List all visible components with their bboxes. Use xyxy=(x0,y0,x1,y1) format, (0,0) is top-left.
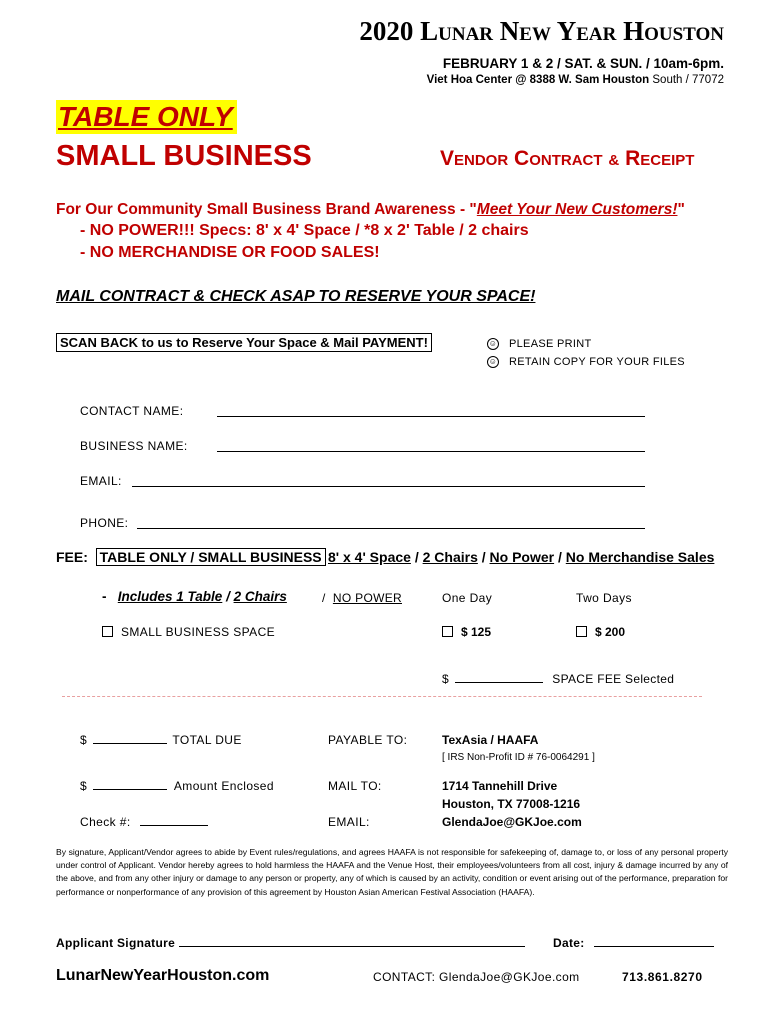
space-fee-field[interactable] xyxy=(455,682,543,683)
scan-back-box: SCAN BACK to us to Reserve Your Space & Mail PAYMENT! xyxy=(56,333,432,352)
space-fee-selected: $ SPACE FEE Selected xyxy=(442,672,675,686)
no-merch-bullet: - NO MERCHANDISE OR FOOD SALES! xyxy=(80,244,380,261)
payee-name: TexAsia / HAAFA xyxy=(442,733,539,747)
mail-to-label: MAIL TO: xyxy=(328,779,382,793)
email-field[interactable] xyxy=(132,486,645,487)
no-power-bullet: - NO POWER!!! Specs: 8' x 4' Space / *8 x 2' Table / 2 chairs xyxy=(80,222,529,239)
payment-email-label: EMAIL: xyxy=(328,815,370,829)
fee-label: FEE: TABLE ONLY / SMALL BUSINESS xyxy=(56,549,326,565)
smiley-icon: ☺ xyxy=(488,357,498,367)
one-day-header: One Day xyxy=(442,591,493,605)
checkbox-icon[interactable] xyxy=(442,626,453,637)
no-power-caps: / NO POWER xyxy=(322,591,402,605)
signature-date: Date: xyxy=(553,936,714,950)
total-due: $ TOTAL DUE xyxy=(80,733,242,747)
business-name-field[interactable] xyxy=(217,451,645,452)
legal-terms: By signature, Applicant/Vendor agrees to abide by Event rules/regulations, and agrees HAAFA is not responsible for safekeeping of, damage to, or loss of any personal property under control of Applicant. Vendor hereby agrees to hold harmless the HAAFA and the Venue Host, their employees/volunteers from all cost, injury & damage incurred by any of the above, and from any other injury or damage to any person or property, any of which is caused by an activity, condition or event arising out of the performance, preparation for performance or nonperformance of any provision of this agreement by Houston Asian American Festival Association (HAAFA). xyxy=(56,847,728,897)
fee-specs: 8' x 4' Space / 2 Chairs / No Power / No Merchandise Sales xyxy=(328,549,715,565)
business-name-label: BUSINESS NAME: xyxy=(80,439,188,453)
event-title: 2020 LUNAR NEW YEAR HOUSTON xyxy=(359,16,724,46)
cut-line-divider xyxy=(62,696,702,697)
applicant-signature: Applicant Signature xyxy=(56,936,525,950)
checkbox-icon[interactable] xyxy=(576,626,587,637)
footer-website: LunarNewYearHouston.com xyxy=(56,967,270,984)
irs-id: [ IRS Non-Profit ID # 76-0064291 ] xyxy=(442,752,595,763)
footer-phone: 713.861.8270 xyxy=(622,970,703,984)
mail-address-line1: 1714 Tannehill Drive xyxy=(442,779,558,793)
contact-name-field[interactable] xyxy=(217,416,645,417)
brand-awareness-line: For Our Community Small Business Brand Awareness - "Meet Your New Customers!" xyxy=(56,201,685,218)
total-due-field[interactable] xyxy=(93,743,167,744)
checkbox-icon[interactable] xyxy=(102,626,113,637)
smiley-icon: ☺ xyxy=(488,339,498,349)
fee-type-box: TABLE ONLY / SMALL BUSINESS xyxy=(96,548,326,566)
amount-enclosed: $ Amount Enclosed xyxy=(80,779,274,793)
event-dates: FEBRUARY 1 & 2 / SAT. & SUN. / 10am-6pm. xyxy=(442,56,724,71)
two-days-header: Two Days xyxy=(576,591,632,605)
event-venue: Viet Hoa Center @ 8388 W. Sam Houston South / 77072 xyxy=(426,74,724,86)
amount-enclosed-field[interactable] xyxy=(93,789,167,790)
check-number-field[interactable] xyxy=(140,825,208,826)
check-number: Check #: xyxy=(80,815,208,829)
payment-email-value: GlendaJoe@GKJoe.com xyxy=(442,815,582,829)
email-label: EMAIL: xyxy=(80,474,122,488)
phone-label: PHONE: xyxy=(80,516,129,530)
table-only-heading: TABLE ONLY xyxy=(56,100,237,134)
one-day-price-option[interactable]: $ 125 xyxy=(442,625,491,639)
vendor-contract-heading: VENDOR CONTRACT & RECEIPT xyxy=(440,147,695,170)
payable-to-label: PAYABLE TO: xyxy=(328,733,408,747)
small-business-space-option[interactable]: SMALL BUSINESS SPACE xyxy=(102,625,275,639)
date-field[interactable] xyxy=(594,946,714,947)
please-print-note: ☺ PLEASE PRINT xyxy=(488,338,592,350)
two-day-price-option[interactable]: $ 200 xyxy=(576,625,625,639)
mail-address-line2: Houston, TX 77008-1216 xyxy=(442,797,581,811)
signature-field[interactable] xyxy=(179,946,525,947)
phone-field[interactable] xyxy=(137,528,645,529)
small-business-heading: SMALL BUSINESS xyxy=(56,140,312,172)
footer-contact: CONTACT: GlendaJoe@GKJoe.com xyxy=(373,970,580,984)
retain-copy-note: ☺ RETAIN COPY FOR YOUR FILES xyxy=(488,356,685,368)
mail-asap-notice: MAIL CONTRACT & CHECK ASAP TO RESERVE YOUR SPACE! xyxy=(56,288,536,305)
contact-name-label: CONTACT NAME: xyxy=(80,404,184,418)
includes-line: - Includes 1 Table / 2 Chairs xyxy=(102,589,287,604)
